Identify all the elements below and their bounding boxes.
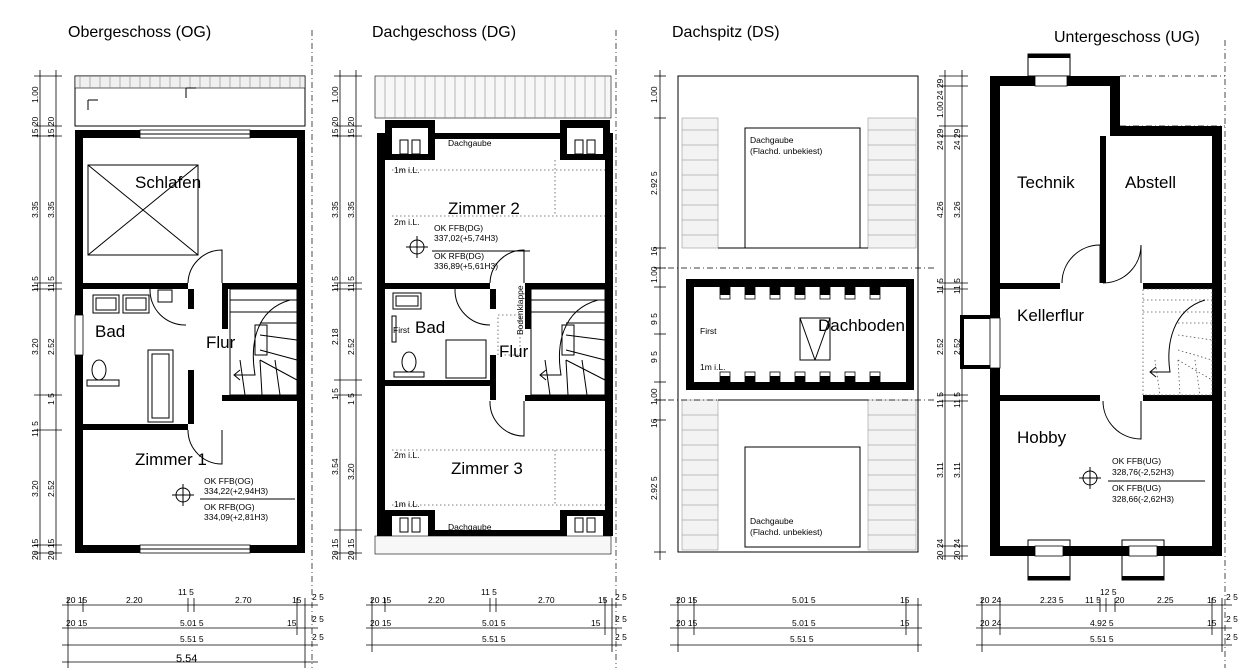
- dim-ds-b2: 5.01 5: [792, 595, 816, 605]
- dim-ds-l8: 16: [649, 418, 659, 428]
- level-mark-ffb-og: OK FFB(OG): [204, 476, 254, 486]
- dim-og-l6: 11 5: [30, 421, 40, 437]
- dim-og-l2: 15 20: [30, 116, 40, 138]
- note-dachgaube-top: Dachgaube: [448, 138, 492, 148]
- dim-ug-b9: 20 24: [980, 618, 1002, 628]
- dim-og-l8: 20 15: [30, 538, 40, 560]
- level-mark-rfb-dg: OK RFB(DG): [434, 251, 485, 261]
- dim-dg-l7: 3.54: [330, 458, 340, 475]
- dim-dg-b5: 15: [598, 595, 608, 605]
- dim-og-i4: 2.52: [46, 338, 56, 355]
- dim-ds-l9: 2.92 5: [649, 476, 659, 500]
- dim-dg-l1: 1.00: [330, 86, 340, 103]
- dim-ug-l1: 24 29: [935, 78, 945, 100]
- room-label-bad-dg: Bad: [415, 318, 446, 337]
- dim-dg-b1: 20 15: [370, 595, 392, 605]
- dim-dg-i4: 2.52: [346, 338, 356, 355]
- plan-title-ug: Untergeschoss (UG): [1054, 29, 1200, 46]
- dim-dg-b6: 2 5: [615, 592, 627, 602]
- ds-note-1m-il: 1m i.L.: [700, 362, 726, 372]
- dim-og-b5: 15: [292, 595, 302, 605]
- dim-og-b13: 5.54: [176, 653, 198, 665]
- dim-dg-i5: 1 5: [346, 393, 356, 405]
- dim-ug-b11: 15: [1207, 618, 1217, 628]
- room-label-dachboden: Dachboden: [818, 316, 905, 335]
- room-label-technik: Technik: [1017, 173, 1075, 192]
- ds-note-dachgaube-bottom: Dachgaube: [750, 516, 794, 526]
- dim-ug-b10: 4.92 5: [1090, 618, 1114, 628]
- dim-og-b11: 5.51 5: [180, 634, 204, 644]
- dim-dg-l8: 20 15: [330, 538, 340, 560]
- dim-ug-b4: 12 5: [1100, 587, 1117, 597]
- plan-ds: [649, 70, 935, 652]
- room-label-flur-dg: Flur: [499, 342, 529, 361]
- level-mark-rfb-og: OK RFB(OG): [204, 502, 255, 512]
- ds-note-first: First: [700, 326, 717, 336]
- note-dachgaube-bottom: Dachgaube: [448, 522, 492, 532]
- dim-ds-l2: 2.92 5: [649, 171, 659, 195]
- dim-ug-b13: 5.51 5: [1090, 634, 1114, 644]
- dim-dg-l6: 1 5: [330, 388, 340, 400]
- note-2m-il-bottom: 2m i.L.: [394, 450, 420, 460]
- dim-dg-i2: 3.35: [346, 201, 356, 218]
- dim-ug-b14: 2 5: [1226, 632, 1238, 642]
- plan-title-dg: Dachgeschoss (DG): [372, 24, 517, 41]
- ds-note-flachdach-bottom: (Flachd. unbekiest): [750, 527, 823, 537]
- dim-og-b2: 2.20: [126, 595, 143, 605]
- note-1m-il-top: 1m i.L.: [394, 165, 420, 175]
- note-2m-il-top: 2m i.L.: [394, 217, 420, 227]
- dim-dg-b7: 20 15: [370, 618, 392, 628]
- level-value-ffb-og: 334,22(+2,94H3): [204, 486, 269, 496]
- ds-note-dachgaube-top: Dachgaube: [750, 135, 794, 145]
- room-label-zimmer-1: Zimmer 1: [135, 450, 207, 469]
- room-label-hobby: Hobby: [1017, 428, 1067, 447]
- dim-dg-l4: 11 5: [330, 276, 340, 292]
- room-label-abstell: Abstell: [1125, 173, 1177, 192]
- dim-og-i2: 3.35: [46, 201, 56, 218]
- level-mark-ffb-ug-1: OK FFB(UG): [1112, 456, 1162, 466]
- dim-ug-l7: 11 5: [935, 392, 945, 408]
- level-mark-ffb-dg: OK FFB(DG): [434, 223, 484, 233]
- dim-dg-b8: 5.01 5: [482, 618, 506, 628]
- room-label-flur-og: Flur: [206, 333, 236, 352]
- room-label-kellerflur: Kellerflur: [1017, 306, 1085, 325]
- dim-ug-i2: 3.26: [952, 201, 962, 218]
- dim-ug-l3: 24 29: [935, 128, 945, 150]
- dim-og-b1: 20 15: [66, 595, 88, 605]
- dim-dg-b9: 15: [591, 618, 601, 628]
- note-first-dg: First: [393, 325, 410, 335]
- dim-ug-b7: 15: [1207, 595, 1217, 605]
- dim-ug-b2: 2.23 5: [1040, 595, 1064, 605]
- dim-ds-b5: 5.01 5: [792, 618, 816, 628]
- dim-ds-l6: 9 5: [649, 351, 659, 363]
- dim-ds-l7: 1.00: [649, 388, 659, 405]
- dim-ug-l9: 20 24: [935, 538, 945, 560]
- dim-dg-b10: 2 5: [615, 614, 627, 624]
- dim-og-l7: 3.20: [30, 480, 40, 497]
- dim-ug-i7: 20 24: [952, 538, 962, 560]
- level-value-ffb-ug-1: 328,76(-2,52H3): [1112, 467, 1174, 477]
- dim-ug-i3: 11 5: [952, 278, 962, 294]
- level-mark-ffb-ug-2: OK FFB(UG): [1112, 483, 1162, 493]
- note-bodenklappe: Bodenklappe: [515, 285, 525, 335]
- dim-og-b3: 11 5: [178, 587, 194, 597]
- dim-og-b9: 15: [287, 618, 297, 628]
- dim-ds-b1: 20 15: [676, 595, 698, 605]
- dim-ug-b1: 20 24: [980, 595, 1002, 605]
- dim-ds-l1: 1.00: [649, 86, 659, 103]
- dim-ug-b6: 2.25: [1157, 595, 1174, 605]
- dim-ug-l4: 4.26: [935, 201, 945, 218]
- dim-og-l5: 3.20: [30, 338, 40, 355]
- dim-dg-i6: 3.20: [346, 463, 356, 480]
- ds-note-flachdach-top: (Flachd. unbekiest): [750, 146, 823, 156]
- level-value-ffb-ug-2: 328,66(-2,62H3): [1112, 494, 1174, 504]
- dim-dg-l3: 3.35: [330, 201, 340, 218]
- dim-og-b10: 2 5: [312, 614, 324, 624]
- dim-dg-b2: 2.20: [428, 595, 445, 605]
- room-label-bad-og: Bad: [95, 322, 126, 341]
- dim-og-i7: 20 15: [46, 538, 56, 560]
- dim-ug-b5: 20: [1115, 595, 1125, 605]
- dim-dg-l5: 2.18: [330, 328, 340, 345]
- level-value-ffb-dg: 337,02(+5,74H3): [434, 233, 499, 243]
- dim-ug-l8: 3.11: [935, 462, 945, 478]
- dim-dg-b4: 2.70: [538, 595, 555, 605]
- dim-ug-i1: 24 29: [952, 128, 962, 150]
- level-value-rfb-dg: 336,89(+5,61H3): [434, 261, 499, 271]
- dim-og-i1: 15 20: [46, 116, 56, 138]
- dim-dg-i3: 11 5: [346, 276, 356, 292]
- dim-ds-b6: 15: [900, 618, 910, 628]
- dim-ds-b3: 15: [900, 595, 910, 605]
- dim-dg-i1: 15 20: [346, 116, 356, 138]
- note-1m-il-bottom: 1m i.L.: [394, 499, 420, 509]
- dim-dg-i7: 20 15: [346, 538, 356, 560]
- dim-ug-l6: 2.52: [935, 338, 945, 355]
- dim-ds-b7: 5.51 5: [790, 634, 814, 644]
- dim-ds-l3: 16: [649, 246, 659, 256]
- plan-ug: [935, 40, 1238, 668]
- plan-dg: [330, 30, 627, 668]
- dim-og-i5: 1 5: [46, 393, 56, 405]
- dim-ds-l4: 1.00: [649, 266, 659, 283]
- dim-ug-b12: 2 5: [1226, 614, 1238, 624]
- plan-title-ds: Dachspitz (DS): [672, 24, 780, 41]
- dim-ug-b3: 11 5: [1085, 595, 1101, 605]
- dim-og-l3: 3.35: [30, 201, 40, 218]
- dim-ug-i4: 2.52: [952, 338, 962, 355]
- plan-title-og: Obergeschoss (OG): [68, 24, 212, 41]
- dim-ug-l2: 1.00: [935, 101, 945, 118]
- dim-dg-l2: 15 20: [330, 116, 340, 138]
- dim-dg-b11: 5.51 5: [482, 634, 506, 644]
- dim-ug-b8: 2 5: [1226, 592, 1238, 602]
- dim-ds-b4: 20 15: [676, 618, 698, 628]
- dim-og-b7: 20 15: [66, 618, 88, 628]
- dim-dg-b3: 11 5: [481, 587, 497, 597]
- dim-og-l1: 1.00: [30, 86, 40, 103]
- dim-og-b4: 2.70: [235, 595, 252, 605]
- dim-og-b8: 5.01 5: [180, 618, 204, 628]
- room-label-schlafen: Schlafen: [135, 173, 202, 192]
- dim-ug-i6: 3.11: [952, 462, 962, 478]
- room-label-zimmer-2: Zimmer 2: [448, 199, 520, 218]
- dim-ds-l5: 9 5: [649, 313, 659, 325]
- dim-og-i6: 2.52: [46, 480, 56, 497]
- level-value-rfb-og: 334,09(+2,81H3): [204, 512, 269, 522]
- dim-og-b12: 2 5: [312, 632, 324, 642]
- plan-og: [30, 30, 324, 668]
- dim-og-i3: 11 5: [46, 276, 56, 292]
- dim-ug-l5: 11 5: [935, 278, 945, 294]
- dim-dg-b12: 2 5: [615, 632, 627, 642]
- dim-og-l4: 11 5: [30, 276, 40, 292]
- dim-ug-i5: 11 5: [952, 392, 962, 408]
- room-label-zimmer-3: Zimmer 3: [451, 459, 523, 478]
- dim-og-b6: 2 5: [312, 592, 324, 602]
